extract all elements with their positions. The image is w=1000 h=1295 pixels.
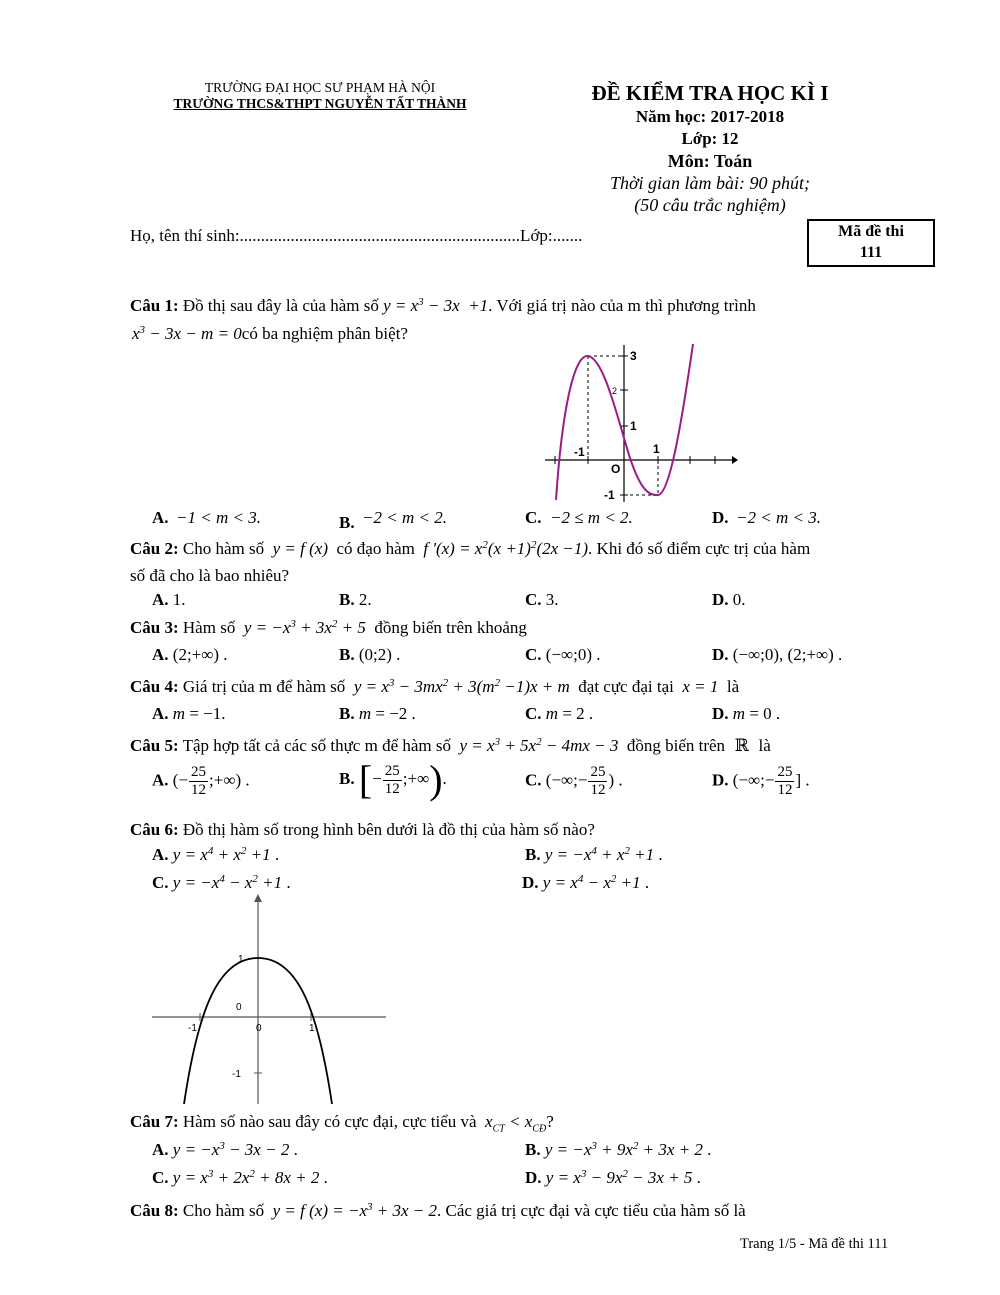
y-axis-arrow <box>254 894 262 902</box>
formula: y = f (x) <box>268 539 333 558</box>
formula: $y = x^3 + 5x^2 - 4mx - 3$ <box>455 736 623 755</box>
option-b-label[interactable]: B. <box>339 513 355 532</box>
tick-label: 1 <box>309 1023 315 1034</box>
option-b[interactable]: B. $y = -x^3 + 9x^2 + 3x + 2$ . <box>525 1140 712 1159</box>
exam-title: ĐỀ KIỂM TRA HỌC KÌ I <box>591 81 829 105</box>
question-text: . Với giá trị nào của m thì phương trình <box>488 296 756 315</box>
question-label: Câu 8: <box>130 1201 179 1220</box>
question-label: Câu 4: <box>130 677 179 696</box>
option-c[interactable]: C. 3. <box>525 590 559 609</box>
exam-code-value: 111 <box>859 244 883 261</box>
exam-code-box <box>807 219 935 267</box>
tick-label: -1 <box>604 488 615 502</box>
option-d[interactable]: D. (−∞;0), (2;+∞) . <box>712 645 843 664</box>
option-c[interactable]: C. (−∞;− $\frac{25}{12}$ ) . <box>525 764 623 798</box>
question-5 <box>130 736 771 756</box>
question-text: có đạo hàm <box>336 539 415 558</box>
question-text: là <box>758 736 771 755</box>
tick-label: 0 <box>236 1002 242 1013</box>
question-count: (50 câu trắc nghiệm) <box>634 195 786 215</box>
option-a[interactable]: A. 1. <box>152 590 186 609</box>
option-a[interactable]: A. (2;+∞) . <box>152 645 228 664</box>
tick-label: 1 <box>630 419 637 433</box>
question-text: Hàm số <box>182 618 236 637</box>
option-c[interactable]: C. $y = -x^4 - x^2 +1$ . <box>152 873 291 892</box>
subject: Môn: Toán <box>667 151 753 171</box>
question-6 <box>130 820 595 840</box>
exam-code-label: Mã đề thi <box>838 223 904 240</box>
question-4 <box>130 677 739 697</box>
option-d[interactable]: D. 0. <box>712 590 746 609</box>
duration: Thời gian làm bài: 90 phút; <box>609 173 811 193</box>
option-a[interactable]: A. (− $\frac{25}{12}$ ;+∞) . <box>152 764 250 798</box>
option-b[interactable]: B. 2. <box>339 590 372 609</box>
school-header <box>155 80 485 112</box>
option-a-label[interactable]: A. <box>152 508 169 527</box>
question-1-line2 <box>132 324 408 344</box>
option-d[interactable]: −2 < m < 3. <box>736 508 821 527</box>
formula: y = f $(x) = -x^3 + 3x - 2$ <box>268 1201 437 1220</box>
formula: x = 1 <box>678 677 723 696</box>
option-c[interactable]: C. (−∞;0) . <box>525 645 601 664</box>
option-c[interactable]: C. m = 2 . <box>525 704 594 723</box>
option-b[interactable]: B. m = −2 . <box>339 704 416 723</box>
formula: $y = -x^3 + 3x^2 + 5$ <box>239 618 371 637</box>
question-text: Cho hàm số <box>182 539 265 558</box>
question-text: Hàm số nào sau đây có cực đại, cực tiểu và <box>182 1112 477 1131</box>
question-text: . Khi đó số điểm cực trị của hàm <box>588 539 811 558</box>
tick-label: 1 <box>653 442 660 456</box>
q6-quartic-graph <box>148 890 388 1105</box>
question-text: Cho hàm số <box>182 1201 265 1220</box>
option-a[interactable]: A. $y = x^4 + x^2 +1$ . <box>152 845 280 864</box>
question-text: đồng biến trên khoảng <box>374 618 527 637</box>
option-d[interactable]: D. $y = x^4 - x^2 +1$ . <box>522 873 650 892</box>
option-d-label[interactable]: D. <box>712 508 729 527</box>
tick-label: 2 <box>612 386 618 396</box>
formula: $y = x^3 - 3x +1$ <box>383 296 489 315</box>
formula: $x_{CT} < x_{CĐ}$ <box>480 1112 547 1135</box>
question-text: Tập hợp tất cả các số thực m để hàm số <box>182 736 451 755</box>
question-7: Câu 7: Hàm số nào sau đây có cực đại, cực tiểu và $x_{CT} < x_{CĐ}$? <box>130 1112 554 1135</box>
student-info-line: Họ, tên thí sinh:..................................................................Lớp:....... <box>130 226 583 245</box>
option-b[interactable]: B. (0;2) . <box>339 645 401 664</box>
option-a[interactable]: A. $y = -x^3 - 3x - 2$ . <box>152 1140 298 1159</box>
question-3 <box>130 618 527 638</box>
reals-symbol: ℝ <box>729 736 755 756</box>
formula: f '$(x) = x^2(x +1)^2(2x -1)$ <box>419 539 589 558</box>
question-label: Câu 7: <box>130 1112 179 1131</box>
page-footer: Trang 1/5 - Mã đề thi 111 <box>740 1236 889 1252</box>
school-year: Năm học: 2017-2018 <box>635 107 785 126</box>
option-c-label[interactable]: C. <box>525 508 542 527</box>
question-2-line2: số đã cho là bao nhiêu? <box>130 566 290 585</box>
university-name: TRƯỜNG ĐẠI HỌC SƯ PHẠM HÀ NỘI <box>204 80 436 95</box>
option-b[interactable]: B. [− $\frac{25}{12}$ ;+∞). <box>339 757 447 802</box>
option-a[interactable]: −1 < m < 3. <box>176 508 261 527</box>
option-a[interactable]: A. m = −1. <box>152 704 226 723</box>
origin-label: O <box>611 462 621 476</box>
question-8 <box>130 1201 746 1221</box>
option-d[interactable]: D. $y = x^3 - 9x^2 - 3x + 5$ . <box>525 1168 701 1187</box>
question-label: Câu 2: <box>130 539 179 558</box>
tick-label: 1 <box>238 954 244 965</box>
question-text: có ba nghiệm phân biệt? <box>241 324 408 343</box>
question-label: Câu 1: <box>130 296 179 315</box>
tick-label: -1 <box>188 1023 197 1034</box>
question-text: đạt cực đại tại <box>578 677 674 696</box>
question-label: Câu 3: <box>130 618 179 637</box>
option-c[interactable]: −2 ≤ m < 2. <box>550 508 633 527</box>
question-2 <box>130 539 810 559</box>
exam-header <box>560 80 860 216</box>
question-text: . Các giá trị cực đại và cực tiểu của hàm số là <box>437 1201 746 1220</box>
formula: $y = x^3 - 3mx^2 + 3(m^2 -1)x + m$ <box>349 677 575 696</box>
question-text: là <box>726 677 740 696</box>
tick-label: 0 <box>256 1023 262 1034</box>
tick-label: -1 <box>232 1069 241 1080</box>
question-text: Đồ thị sau đây là của hàm số <box>182 296 379 315</box>
tick-label: 3 <box>630 349 637 363</box>
grade: Lớp: 12 <box>681 129 739 148</box>
question-text: Đồ thị hàm số trong hình bên dưới là đồ thị của hàm số nào? <box>182 820 595 839</box>
school-name: TRƯỜNG THCS&THPT NGUYỄN TẤT THÀNH <box>173 96 467 111</box>
option-d[interactable]: D. (−∞;− $\frac{25}{12}$ ] . <box>712 764 810 798</box>
formula: $x^3 - 3x - m = 0$ <box>132 324 242 343</box>
question-label: Câu 6: <box>130 820 179 839</box>
question-1 <box>130 296 915 316</box>
x-axis-arrow <box>732 456 738 464</box>
question-text: đồng biến trên <box>626 736 726 755</box>
option-b[interactable]: −2 < m < 2. <box>362 508 447 527</box>
q1-cubic-graph <box>540 340 740 505</box>
question-text: Giá trị của m để hàm số <box>182 677 346 696</box>
option-b[interactable]: B. $y = -x^4 + x^2 +1$ . <box>525 845 663 864</box>
tick-label: -1 <box>574 445 585 459</box>
question-label: Câu 5: <box>130 736 179 755</box>
option-c[interactable]: C. $y = x^3 + 2x^2 + 8x + 2$ . <box>152 1168 328 1187</box>
option-d[interactable]: D. m = 0 . <box>712 704 781 723</box>
